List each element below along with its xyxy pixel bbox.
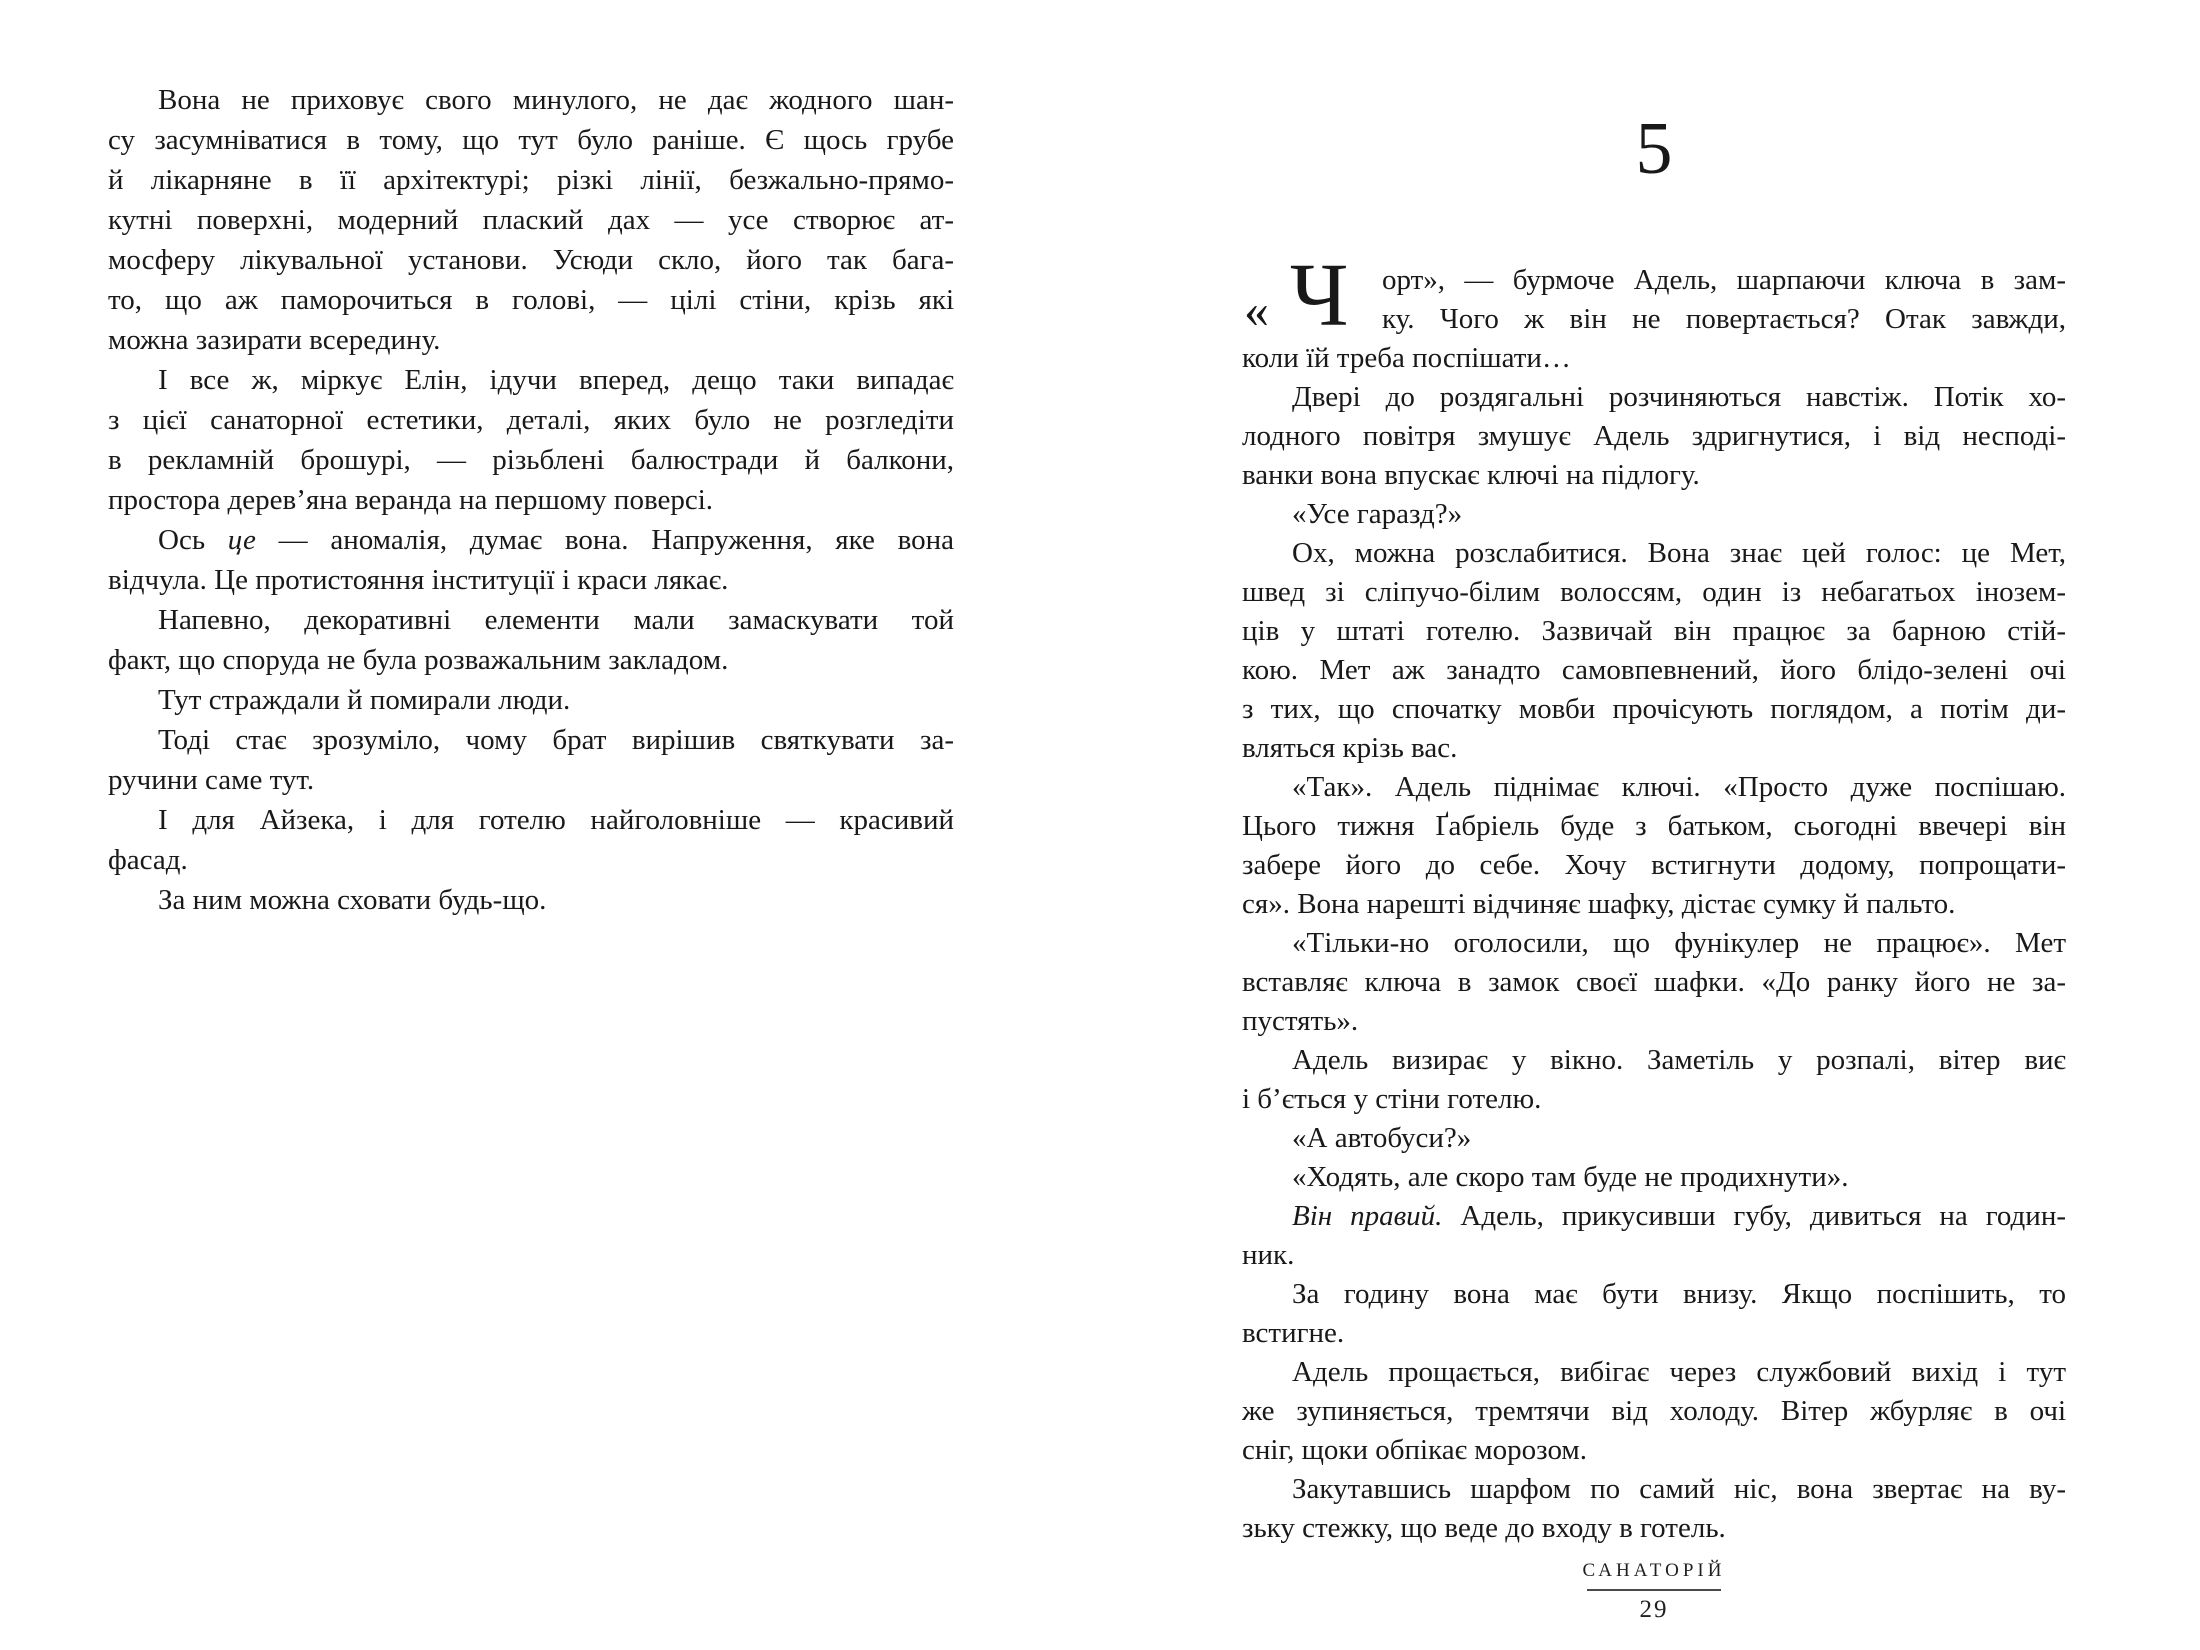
body-line: фасад. [108, 844, 188, 876]
page-footer [1242, 1560, 2066, 1624]
body-line: ців у штаті готелю. Зазвичай він працює за барною стій- [1242, 615, 2066, 647]
body-line: За годину вона має бути внизу. Якщо поспішить, то [1292, 1278, 2066, 1310]
running-title: САНАТОРІЙ [1582, 1560, 1726, 1581]
body-line: «Ходять, але скоро там буде не продихнути». [1292, 1161, 1849, 1193]
paragraph [108, 680, 954, 720]
paragraph [108, 80, 954, 360]
body-line: ванки вона впускає ключі на підлогу. [1242, 459, 1700, 491]
body-line: Тут страждали й помирали люди. [158, 684, 571, 716]
paragraph [108, 360, 954, 520]
paragraph [1242, 495, 2066, 534]
paragraph [108, 600, 954, 680]
paragraph [1242, 1158, 2066, 1197]
paragraph [1242, 1197, 2066, 1275]
body-line: Закутавшись шарфом по самий ніс, вона звертає на ву- [1292, 1473, 2066, 1505]
body-line: можна зазирати всередину. [108, 324, 441, 356]
body-line [108, 520, 954, 560]
body-line: й лікарняне в її архітектурі; різкі лінії, безжально-прямо- [108, 164, 954, 196]
paragraph [1242, 1470, 2066, 1548]
body-line: Двері до роздягальні розчиняються навстіж. Потік хо- [1292, 381, 2066, 413]
italic-text: це [227, 524, 256, 556]
body-line: Вона не приховує свого минулого, не дає жодного шан- [158, 84, 954, 116]
body-line: сніг, щоки обпікає морозом. [1242, 1434, 1587, 1466]
body-line: забере його до себе. Хочу встигнути додому, попрощати- [1242, 849, 2066, 881]
plain-text: Адель, прикусивши губу, дивиться на годин- [1442, 1200, 2066, 1232]
open-guillemet: « [1244, 282, 1269, 338]
paragraph [1242, 378, 2066, 495]
footer-rule [1587, 1589, 1721, 1591]
body-line: і б’ється у стіни готелю. [1242, 1083, 1542, 1115]
body-line: лодного повітря змушує Адель здригнутися, і від несподі- [1242, 420, 2066, 452]
left-page-text [108, 80, 954, 920]
plain-text: Ось [158, 524, 228, 556]
body-line: ник. [1242, 1239, 1295, 1271]
body-line: Адель прощається, вибігає через службовий вихід і тут [1292, 1356, 2066, 1388]
body-line: ку. Чого ж він не повертається? Отак завжди, [1382, 303, 2066, 335]
body-line: І все ж, міркує Елін, ідучи вперед, дещо таки випадає [158, 364, 954, 396]
body-line: «Усе гаразд?» [1292, 498, 1463, 530]
body-line: вляться крізь вас. [1242, 732, 1458, 764]
body-line: І для Айзека, і для готелю найголовніше — красивий [158, 804, 954, 836]
body-line: ся». Вона нарешті відчиняє шафку, дістає сумку й пальто. [1242, 888, 1956, 920]
paragraph [1242, 1119, 2066, 1158]
body-line: су засумніватися в тому, що тут було раніше. Є щось грубе [108, 124, 954, 156]
paragraph [108, 720, 954, 800]
body-line: швед зі сліпучо-білим волоссям, один із небагатьох інозем- [1242, 576, 2066, 608]
body-line: Адель визирає у вікно. Заметіль у розпалі, вітер виє [1292, 1044, 2066, 1076]
body-line: пустять». [1242, 1005, 1359, 1037]
body-line: «Так». Адель піднімає ключі. «Просто дуже поспішаю. [1292, 771, 2066, 803]
paragraph [108, 520, 954, 600]
paragraph [108, 800, 954, 880]
body-line: Цього тижня Ґабріель буде з батьком, сьогодні ввечері він [1242, 810, 2066, 842]
body-line: простора дерев’яна веранда на першому поверсі. [108, 484, 714, 516]
body-line: ручини саме тут. [108, 764, 315, 796]
paragraph [1242, 768, 2066, 924]
body-line: орт», — бурмоче Адель, шарпаючи ключа в зам- [1382, 264, 2066, 296]
body-line: мосферу лікувальної установи. Усюди скло, його так бага- [108, 244, 954, 276]
paragraph [1242, 1353, 2066, 1470]
paragraph [1242, 924, 2066, 1041]
body-line: кою. Мет аж занадто самовпевнений, його блідо-зелені очі [1242, 654, 2066, 686]
page-number: 29 [1639, 1596, 1669, 1623]
paragraph [1242, 534, 2066, 768]
body-line: За ним можна сховати будь-що. [158, 884, 547, 916]
body-line: кутні поверхні, модерний плаский дах — усе створює ат- [108, 204, 954, 236]
body-line: вставляє ключа в замок своєї шафки. «До ранку його не за- [1242, 966, 2066, 998]
body-line [1242, 1197, 2066, 1236]
body-line: зьку стежку, що веде до входу в готель. [1242, 1512, 1726, 1544]
paragraph [1242, 1041, 2066, 1119]
italic-text: Він правий. [1292, 1200, 1443, 1232]
chapter-number: 5 [1635, 108, 1673, 190]
body-line: же зупиняється, тремтячи від холоду. Вітер жбурляє в очі [1242, 1395, 2066, 1427]
body-line: з цієї санаторної естетики, деталі, яких було не розгледіти [108, 404, 954, 436]
body-line: коли їй треба поспішати… [1242, 342, 1571, 374]
paragraph [108, 880, 954, 920]
body-line: Ох, можна розслабитися. Вона знає цей голос: це Мет, [1292, 537, 2066, 569]
body-line: встигне. [1242, 1317, 1345, 1349]
body-line: відчула. Це протистояння інституції і краси лякає. [108, 564, 729, 596]
body-line: з тих, що спочатку мовби прочісують поглядом, а потім ди- [1242, 693, 2066, 725]
body-line: факт, що споруда не була розважальним закладом. [108, 644, 729, 676]
body-line: Напевно, декоративні елементи мали замаскувати той [158, 604, 954, 636]
right-page-text [1242, 246, 2066, 1548]
paragraph [1242, 246, 2066, 378]
plain-text: — аномалія, думає вона. Напруження, яке вона [255, 524, 954, 556]
paragraph [1242, 1275, 2066, 1353]
body-line: в рекламній брошурі, — різьблені балюстради й балкони, [108, 444, 954, 476]
body-line: Тоді стає зрозуміло, чому брат вирішив святкувати за- [158, 724, 954, 756]
dropcap-letter: Ч [1290, 246, 1349, 345]
body-line: «А автобуси?» [1292, 1122, 1472, 1154]
body-line: «Тільки-но оголосили, що фунікулер не працює». Мет [1292, 927, 2066, 959]
body-line: то, що аж паморочиться в голові, — цілі стіни, крізь які [108, 284, 954, 316]
